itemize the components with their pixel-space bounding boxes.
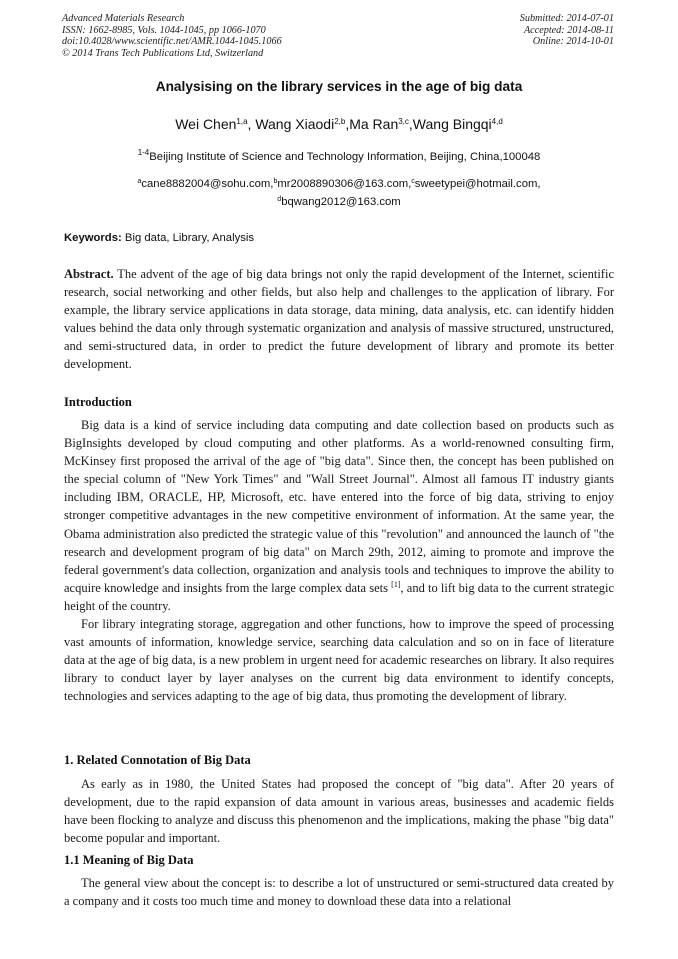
- author-affil-sup: 4,d: [491, 117, 503, 126]
- author-separator: ,: [408, 116, 413, 132]
- keywords: [64, 232, 254, 244]
- author: Wang Bingqi: [412, 116, 492, 132]
- affiliation-text: Beijing Institute of Science and Technology Information, Beijing, China,100048: [149, 151, 541, 163]
- email-sup: b: [273, 178, 278, 185]
- email-link[interactable]: cane8882004@sohu.com,: [141, 178, 274, 190]
- author: Wang Xiaodi: [255, 116, 335, 132]
- author-affil-sup: 3,c: [398, 117, 409, 126]
- abstract-text: The advent of the age of big data brings not only the rapid development of the Internet, scientific research, social networking and other fields, but also help and challenges to the application of library. For example, the library service applications in data storage, data mining, data analysis, etc. can identify hidden values behind the data only through systematic organization and analysis of massive structured, unstructured, and semi-structured data, in order to predict the future development of library and promote its better development.: [64, 267, 614, 372]
- issn-line: ISSN: 1662-8985, Vols. 1044-1045, pp 1066-1070: [62, 24, 266, 36]
- email-list: [0, 175, 678, 211]
- email-sup: a: [137, 178, 142, 185]
- email-sup: c: [411, 178, 415, 185]
- section-1-body: [64, 775, 614, 847]
- accepted-date: Accepted: 2014-08-11: [523, 24, 614, 36]
- citation-ref[interactable]: [1]: [391, 579, 401, 589]
- section-1-1-body: [64, 874, 614, 910]
- affiliation: [0, 148, 678, 163]
- author-affil-sup: 1,a: [236, 117, 248, 126]
- paragraph-text: , and to lift big data to the current strategic height of the country.: [64, 580, 614, 613]
- author-list: [0, 116, 678, 132]
- email-sup: d: [277, 196, 282, 203]
- introduction-body: [64, 416, 614, 706]
- email-link[interactable]: bqwang2012@163.com: [281, 196, 401, 208]
- author: Ma Ran: [349, 116, 399, 132]
- doi-line: doi:10.4028/www.scientific.net/AMR.1044-1045.1066: [62, 36, 282, 47]
- email-link[interactable]: sweetypei@hotmail.com,: [414, 178, 541, 190]
- abstract-label: Abstract.: [64, 267, 114, 281]
- author-affil-sup: 2,b: [334, 117, 346, 126]
- affiliation-sup: 1-4: [137, 148, 150, 157]
- journal-name: Advanced Materials Research: [62, 13, 185, 24]
- online-date: Online: 2014-10-01: [532, 36, 614, 47]
- paragraph: For library integrating storage, aggregation and other functions, how to improve the speed of processing vast amounts of information, knowledge service, searching data calculation and so on in face of literature data at the age of big data, is a new problem in urgent need for academic researches on library. It also requires library to conduct layer by layer analyses on the current big data environment to identify concepts, technologies and services adapting to the age of big data, thus promoting the development of library.: [64, 617, 614, 704]
- paragraph: [64, 416, 614, 615]
- paragraph: The general view about the concept is: to describe a lot of unstructured or semi-structured data created by a company and it costs too much time and money to download these data into a relational: [64, 876, 614, 909]
- email-link[interactable]: mr2008890306@163.com,: [277, 178, 412, 190]
- author-separator: ,: [247, 116, 256, 132]
- section-heading-introduction: Introduction: [64, 395, 132, 409]
- author: Wei Chen: [175, 116, 237, 132]
- keywords-text: Big data, Library, Analysis: [124, 232, 255, 244]
- section-heading-1-1: 1.1 Meaning of Big Data: [64, 853, 194, 867]
- abstract: [64, 265, 614, 374]
- paper-title: Analysising on the library services in the age of big data: [155, 79, 523, 94]
- paragraph-text: Big data is a kind of service including data computing and date collection based on products such as BigInsights developed by cloud computing and other platforms. As a world-renowned consulting firm, McKinsey first proposed the arrival of the age of "big data". Since then, the concept has been published on the special column of "New York Times" and "Wall Street Journal". Almost all famous IT industry giants including IBM, ORACLE, HP, Microsoft, etc. have entered into the force of big data, striving to enjoy stronger competitive advantages in the new competitive environment of information. At the same year, the Obama administration also predicted the strategic value of this "revolution" and announced the launch of "the research and development program of big data" on March 29th, 2012, aiming to promote and improve the federal government's data collection, organization and analysis tools and techniques to improve the ability to acquire knowledge and insights from the large complex data sets: [64, 418, 614, 595]
- paragraph: As early as in 1980, the United States had proposed the concept of "big data". After 20 years of development, due to the rapid expansion of data amount in various areas, businesses and academic fields have been flocking to analyze and discuss this phenomenon and the implications, making the phase "big data" become popular and important.: [64, 777, 614, 846]
- dates-meta: [520, 13, 614, 48]
- journal-meta: [62, 13, 282, 59]
- copyright-line: © 2014 Trans Tech Publications Ltd, Switzerland: [62, 47, 264, 59]
- keywords-label: Keywords:: [64, 232, 122, 244]
- section-heading-1: 1. Related Connotation of Big Data: [64, 753, 251, 767]
- submitted-date: Submitted: 2014-07-01: [519, 13, 614, 24]
- author-separator: ,: [345, 116, 350, 132]
